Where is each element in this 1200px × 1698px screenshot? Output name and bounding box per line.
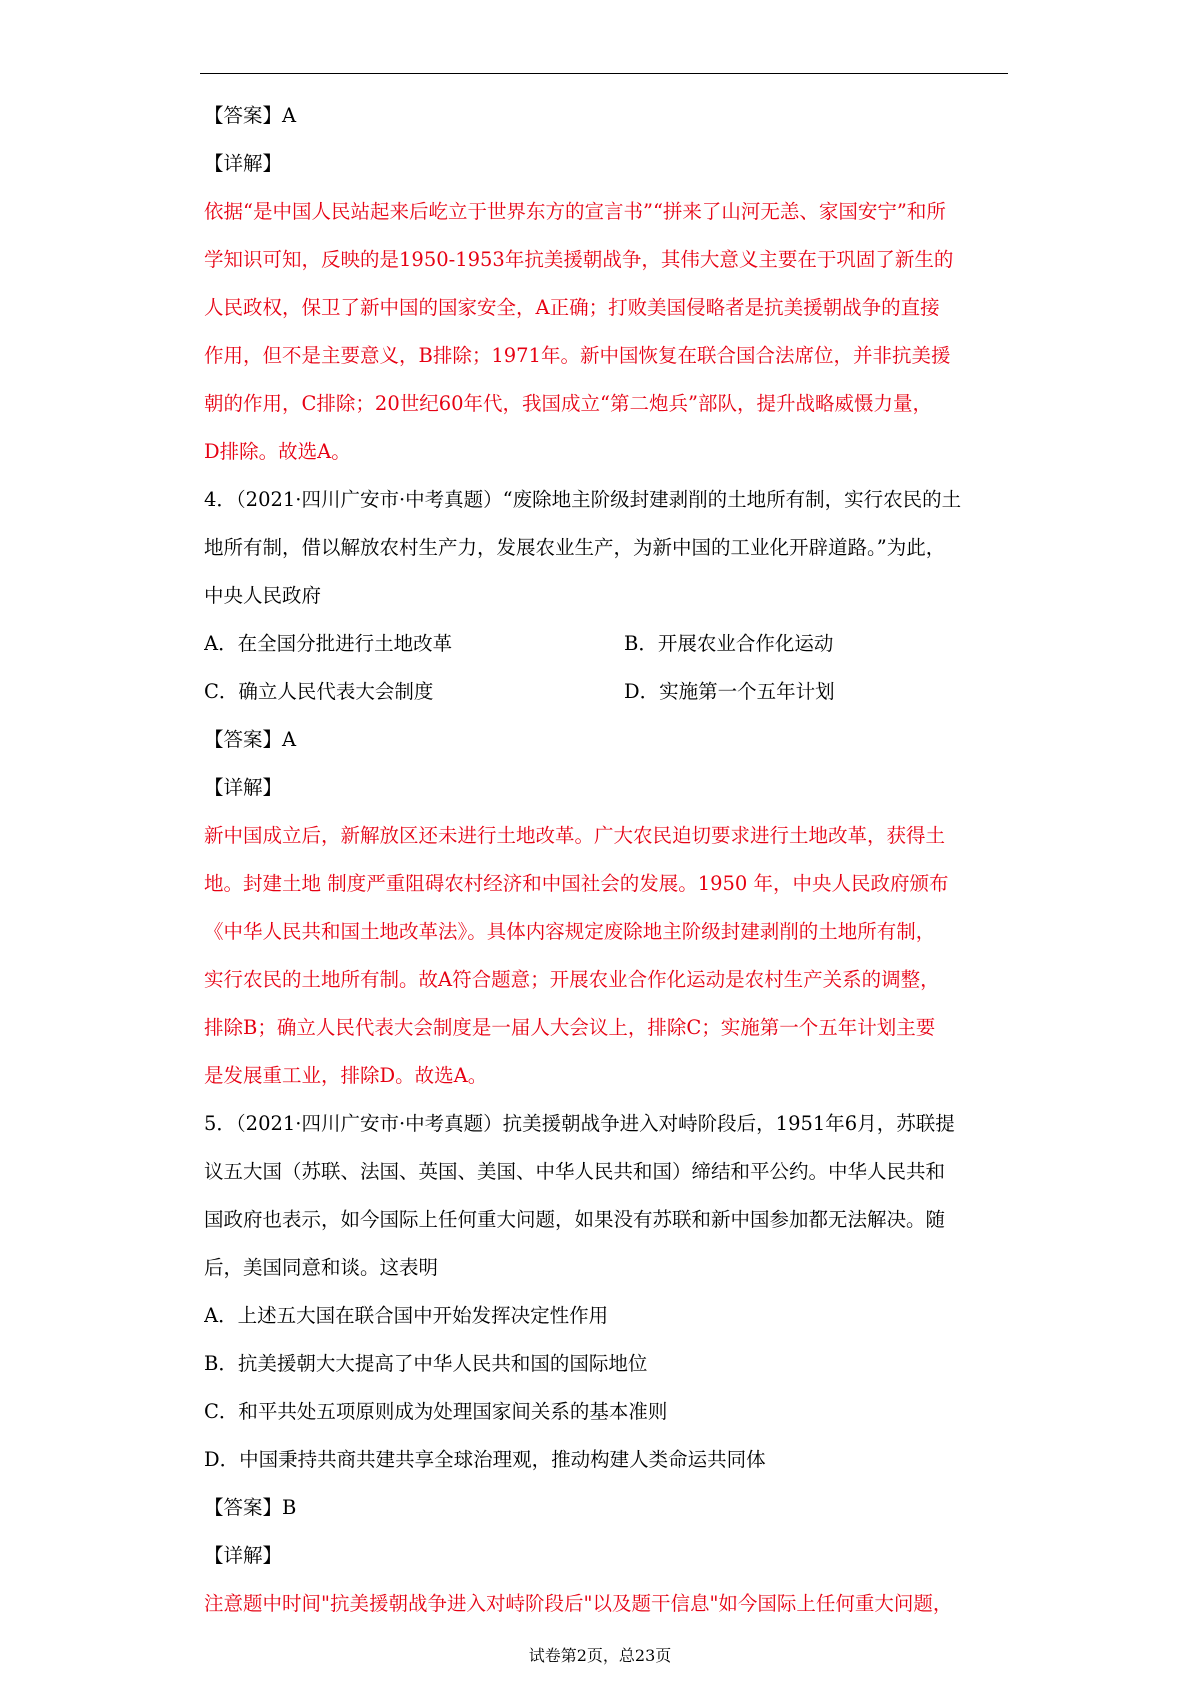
q5-stem-line: 议五大国（苏联、法国、英国、美国、中华人民共和国）缔结和平公约。中华人民共和 (204, 1160, 946, 1183)
header-rule (200, 73, 1008, 74)
q3-explanation-line: 人民政权，保卫了新中国的国家安全，A正确；打败美国侵略者是抗美援朝战争的直接 (204, 296, 940, 319)
q5-option-c: C．和平共处五项原则成为处理国家间关系的基本准则 (204, 1400, 668, 1423)
q4-explanation-line: 《中华人民共和国土地改革法》。具体内容规定废除地主阶级封建剥削的土地所有制， (204, 920, 936, 943)
q5-option-d: D．中国秉持共商共建共享全球治理观，推动构建人类命运共同体 (204, 1448, 766, 1471)
q4-option-a: A．在全国分批进行土地改革 (204, 632, 453, 655)
q5-stem-line: 国政府也表示，如今国际上任何重大问题，如果没有苏联和新中国参加都无法解决。随 (204, 1208, 946, 1231)
page-footer: 试卷第2页，总23页 (528, 1646, 672, 1665)
q5-answer: 【答案】B (204, 1496, 297, 1519)
q4-stem-line: 中央人民政府 (204, 584, 322, 607)
q3-explanation-line: 作用，但不是主要意义，B排除；1971年。新中国恢复在联合国合法席位，并非抗美援 (204, 344, 951, 367)
q5-option-b: B．抗美援朝大大提高了中华人民共和国的国际地位 (204, 1352, 648, 1375)
q3-explanation-line: 依据“是中国人民站起来后屹立于世界东方的宣言书”“拼来了山河无恙、家国安宁”和所 (204, 200, 946, 223)
q3-explanation-line: 朝的作用，C排除；20世纪60年代，我国成立“第二炮兵”部队，提升战略威慑力量， (204, 392, 932, 415)
q4-options-row-2 (204, 668, 1014, 716)
q4-answer: 【答案】A (204, 728, 297, 751)
q5-option-a: A．上述五大国在联合国中开始发挥决定性作用 (204, 1304, 609, 1327)
q4-detail-heading: 【详解】 (204, 776, 283, 799)
q3-explanation-line: D排除。故选A。 (204, 440, 351, 463)
q4-option-c: C．确立人民代表大会制度 (204, 680, 434, 703)
q4-explanation-line: 是发展重工业，排除D。故选A。 (204, 1064, 488, 1087)
q5-detail-heading: 【详解】 (204, 1544, 283, 1567)
q3-answer: 【答案】A (204, 104, 297, 127)
q4-explanation-line: 新中国成立后，新解放区还未进行土地改革。广大农民迫切要求进行土地改革，获得土 (204, 824, 946, 847)
q4-stem-line: 4．（2021·四川广安市·中考真题）“废除地主阶级封建剥削的土地所有制，实行农民的土 (204, 488, 962, 511)
q4-explanation-line: 排除B；确立人民代表大会制度是一届人大会议上，排除C；实施第一个五年计划主要 (204, 1016, 936, 1039)
q5-explanation-line: 注意题中时间"抗美援朝战争进入对峙阶段后"以及题干信息"如今国际上任何重大问题， (204, 1592, 953, 1615)
q4-explanation-line: 实行农民的土地所有制。故A符合题意；开展农业合作化运动是农村生产关系的调整， (204, 968, 940, 991)
document-body (204, 92, 1014, 1628)
q3-detail-heading: 【详解】 (204, 152, 283, 175)
q3-explanation-line: 学知识可知，反映的是1950-1953年抗美援朝战争，其伟大意义主要在于巩固了新生的 (204, 248, 954, 271)
q5-stem-line: 5．（2021·四川广安市·中考真题）抗美援朝战争进入对峙阶段后，1951年6月，苏联提 (204, 1112, 955, 1135)
q4-explanation-line: 地。封建土地 制度严重阻碍农村经济和中国社会的发展。1950 年，中央人民政府颁布 (204, 872, 949, 895)
q4-option-b: B．开展农业合作化运动 (624, 632, 834, 655)
q5-stem-line: 后，美国同意和谈。这表明 (204, 1256, 439, 1279)
q4-stem-line: 地所有制，借以解放农村生产力，发展农业生产，为新中国的工业化开辟道路。”为此， (204, 536, 946, 559)
q4-option-d: D．实施第一个五年计划 (624, 680, 835, 703)
q4-options-row-1 (204, 620, 1014, 668)
